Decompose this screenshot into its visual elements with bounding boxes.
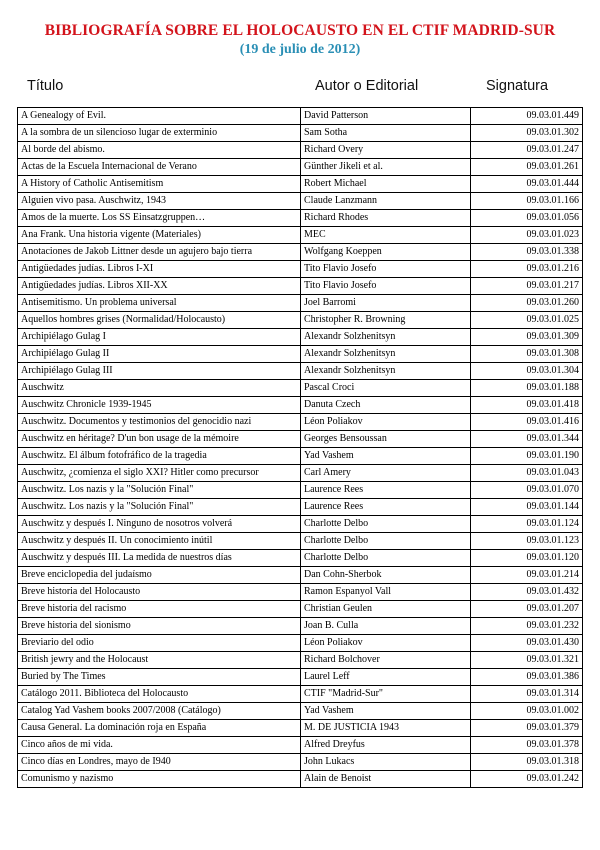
row-signature-cell: 09.03.01.260 [471,295,583,312]
table-row [18,346,583,363]
row-title-cell: British jewry and the Holocaust [18,652,301,669]
row-title-cell: Auschwitz. Los nazis y la "Solución Final" [18,482,301,499]
row-title-cell: Auschwitz y después I. Ninguno de nosotros volverá [18,516,301,533]
row-signature-cell: 09.03.01.416 [471,414,583,431]
table-row [18,499,583,516]
table-row [18,244,583,261]
row-title-cell: Actas de la Escuela Internacional de Verano [18,159,301,176]
table-row [18,754,583,771]
document-title: BIBLIOGRAFÍA SOBRE EL HOLOCAUSTO EN EL CTIF MADRID-SUR [44,22,556,39]
row-author-cell: Danuta Czech [301,397,471,414]
table-row [18,261,583,278]
table-row [18,193,583,210]
row-signature-cell: 09.03.01.304 [471,363,583,380]
row-author-cell: M. DE JUSTICIA 1943 [301,720,471,737]
row-author-cell: John Lukacs [301,754,471,771]
row-author-cell: Tito Flavio Josefo [301,278,471,295]
table-row [18,159,583,176]
row-author-cell: Robert Michael [301,176,471,193]
table-row [18,176,583,193]
row-author-cell: Georges Bensoussan [301,431,471,448]
row-title-cell: Catalog Yad Vashem books 2007/2008 (Catálogo) [18,703,301,720]
table-row [18,142,583,159]
row-title-cell: Breviario del odio [18,635,301,652]
table-row [18,329,583,346]
row-title-cell: Auschwitz. Los nazis y la "Solución Final" [18,499,301,516]
row-signature-cell: 09.03.01.025 [471,312,583,329]
table-row [18,210,583,227]
row-title-cell: Auschwitz. El álbum fotofráfico de la tragedia [18,448,301,465]
table-row [18,652,583,669]
table-row [18,108,583,125]
row-signature-cell: 09.03.01.190 [471,448,583,465]
row-title-cell: Catálogo 2011. Biblioteca del Holocausto [18,686,301,703]
table-row [18,465,583,482]
row-signature-cell: 09.03.01.321 [471,652,583,669]
row-signature-cell: 09.03.01.207 [471,601,583,618]
row-signature-cell: 09.03.01.378 [471,737,583,754]
row-author-cell: Laurel Leff [301,669,471,686]
row-signature-cell: 09.03.01.247 [471,142,583,159]
table-row [18,635,583,652]
row-signature-cell: 09.03.01.344 [471,431,583,448]
row-author-cell: Joan B. Culla [301,618,471,635]
row-author-cell: Christopher R. Browning [301,312,471,329]
row-author-cell: Alexandr Solzhenitsyn [301,346,471,363]
row-signature-cell: 09.03.01.123 [471,533,583,550]
row-title-cell: A la sombra de un silencioso lugar de exterminio [18,125,301,142]
row-signature-cell: 09.03.01.070 [471,482,583,499]
row-signature-cell: 09.03.01.188 [471,380,583,397]
row-author-cell: Yad Vashem [301,448,471,465]
row-author-cell: Ramon Espanyol Vall [301,584,471,601]
row-title-cell: Breve enciclopedia del judaísmo [18,567,301,584]
row-title-cell: Anotaciones de Jakob Littner desde un agujero bajo tierra [18,244,301,261]
table-row [18,720,583,737]
row-title-cell: Buried by The Times [18,669,301,686]
row-author-cell: Léon Poliakov [301,414,471,431]
row-title-cell: Antisemitismo. Un problema universal [18,295,301,312]
row-signature-cell: 09.03.01.124 [471,516,583,533]
row-author-cell: Alexandr Solzhenitsyn [301,329,471,346]
row-author-cell: Laurence Rees [301,499,471,516]
row-title-cell: Auschwitz, ¿comienza el siglo XXI? Hitler como precursor [18,465,301,482]
row-author-cell: CTIF "Madrid-Sur" [301,686,471,703]
row-signature-cell: 09.03.01.386 [471,669,583,686]
row-author-cell: Alexandr Solzhenitsyn [301,363,471,380]
row-author-cell: Léon Poliakov [301,635,471,652]
row-signature-cell: 09.03.01.166 [471,193,583,210]
row-author-cell: Yad Vashem [301,703,471,720]
table-row [18,125,583,142]
row-title-cell: Auschwitz. Documentos y testimonios del genocidio nazi [18,414,301,431]
row-signature-cell: 09.03.01.043 [471,465,583,482]
table-row [18,363,583,380]
row-title-cell: Antigüedades judías. Libros XII-XX [18,278,301,295]
table-row [18,278,583,295]
row-title-cell: A Genealogy of Evil. [18,108,301,125]
table-row [18,295,583,312]
row-author-cell: Pascal Croci [301,380,471,397]
row-signature-cell: 09.03.01.432 [471,584,583,601]
table-row [18,567,583,584]
row-author-cell: Laurence Rees [301,482,471,499]
row-author-cell: Dan Cohn-Sherbok [301,567,471,584]
table-row [18,703,583,720]
document-date: (19 de julio de 2012) [239,42,361,57]
row-title-cell: Archipiélago Gulag I [18,329,301,346]
table-row [18,397,583,414]
row-signature-cell: 09.03.01.056 [471,210,583,227]
row-author-cell: Richard Overy [301,142,471,159]
column-header-title: Título [27,78,64,94]
column-header-signature: Signatura [486,78,549,94]
row-title-cell: Breve historia del Holocausto [18,584,301,601]
table-row [18,669,583,686]
row-title-cell: Archipiélago Gulag II [18,346,301,363]
table-row [18,380,583,397]
row-author-cell: David Patterson [301,108,471,125]
row-title-cell: Archipiélago Gulag III [18,363,301,380]
row-author-cell: Charlotte Delbo [301,550,471,567]
table-row [18,431,583,448]
row-signature-cell: 09.03.01.216 [471,261,583,278]
row-author-cell: Tito Flavio Josefo [301,261,471,278]
row-title-cell: Auschwitz y después III. La medida de nuestros días [18,550,301,567]
row-author-cell: Alfred Dreyfus [301,737,471,754]
row-signature-cell: 09.03.01.002 [471,703,583,720]
row-signature-cell: 09.03.01.232 [471,618,583,635]
row-signature-cell: 09.03.01.144 [471,499,583,516]
row-signature-cell: 09.03.01.338 [471,244,583,261]
bibliography-table-body [18,108,583,788]
row-signature-cell: 09.03.01.318 [471,754,583,771]
row-title-cell: Auschwitz y después II. Un conocimiento inútil [18,533,301,550]
row-title-cell: Aquellos hombres grises (Normalidad/Holocausto) [18,312,301,329]
row-signature-cell: 09.03.01.023 [471,227,583,244]
table-row [18,312,583,329]
table-row [18,448,583,465]
table-row [18,737,583,754]
table-row [18,482,583,499]
row-signature-cell: 09.03.01.242 [471,771,583,788]
table-row [18,414,583,431]
table-row [18,584,583,601]
row-signature-cell: 09.03.01.430 [471,635,583,652]
column-header-author: Autor o Editorial [315,78,419,94]
row-author-cell: Richard Rhodes [301,210,471,227]
table-row [18,516,583,533]
table-row [18,771,583,788]
row-title-cell: Comunismo y nazismo [18,771,301,788]
row-author-cell: Carl Amery [301,465,471,482]
row-title-cell: Alguien vivo pasa. Auschwitz, 1943 [18,193,301,210]
row-author-cell: Joel Barromi [301,295,471,312]
row-signature-cell: 09.03.01.214 [471,567,583,584]
row-title-cell: Cinco años de mi vida. [18,737,301,754]
table-row [18,227,583,244]
row-author-cell: Sam Sotha [301,125,471,142]
row-title-cell: Ana Frank. Una historia vigente (Materiales) [18,227,301,244]
row-author-cell: Christian Geulen [301,601,471,618]
row-signature-cell: 09.03.01.314 [471,686,583,703]
row-title-cell: Breve historia del sionismo [18,618,301,635]
row-signature-cell: 09.03.01.379 [471,720,583,737]
row-title-cell: Cinco días en Londres, mayo de I940 [18,754,301,771]
row-signature-cell: 09.03.01.120 [471,550,583,567]
row-author-cell: Richard Bolchover [301,652,471,669]
row-signature-cell: 09.03.01.261 [471,159,583,176]
bibliography-table [17,107,583,788]
row-author-cell: Wolfgang Koeppen [301,244,471,261]
row-signature-cell: 09.03.01.444 [471,176,583,193]
table-row [18,533,583,550]
row-author-cell: Charlotte Delbo [301,533,471,550]
row-author-cell: Claude Lanzmann [301,193,471,210]
row-signature-cell: 09.03.01.309 [471,329,583,346]
row-signature-cell: 09.03.01.449 [471,108,583,125]
row-author-cell: Charlotte Delbo [301,516,471,533]
table-row [18,686,583,703]
row-title-cell: Breve historia del racismo [18,601,301,618]
row-title-cell: Auschwitz Chronicle 1939-1945 [18,397,301,414]
row-author-cell: MEC [301,227,471,244]
row-title-cell: Auschwitz en héritage? D'un bon usage de la mémoire [18,431,301,448]
row-title-cell: Al borde del abismo. [18,142,301,159]
table-row [18,550,583,567]
row-title-cell: Amos de la muerte. Los SS Einsatzgruppen… [18,210,301,227]
row-signature-cell: 09.03.01.308 [471,346,583,363]
table-row [18,601,583,618]
row-title-cell: Causa General. La dominación roja en España [18,720,301,737]
row-signature-cell: 09.03.01.418 [471,397,583,414]
row-signature-cell: 09.03.01.217 [471,278,583,295]
row-title-cell: A History of Catholic Antisemitism [18,176,301,193]
row-author-cell: Günther Jikeli et al. [301,159,471,176]
row-signature-cell: 09.03.01.302 [471,125,583,142]
table-row [18,618,583,635]
row-title-cell: Auschwitz [18,380,301,397]
row-title-cell: Antigüedades judías. Libros I-XI [18,261,301,278]
row-author-cell: Alain de Benoist [301,771,471,788]
